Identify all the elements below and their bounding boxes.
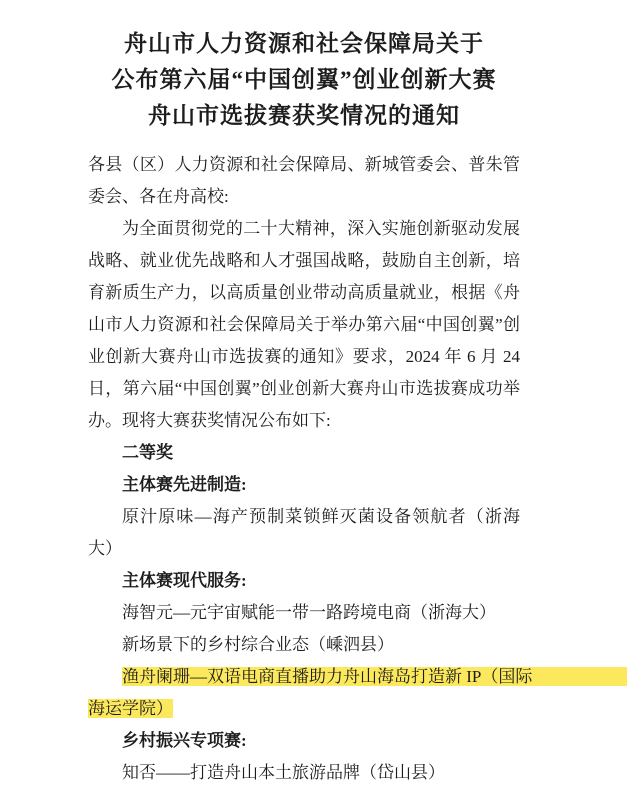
highlighted-text-line-1: 渔舟阑珊—双语电商直播助力舟山海岛打造新 IP（国际 (122, 667, 627, 686)
title-line-2: 公布第六届“中国创翼”创业创新大赛 (111, 67, 497, 92)
section-header-rural-revitalization: 乡村振兴专项赛: (122, 731, 247, 750)
award-item-rural-revitalization-1: 知否——打造舟山本土旅游品牌（岱山县） (122, 763, 445, 782)
addressee-line: 各县（区）人力资源和社会保障局、新城管委会、普朱管委会、各在舟高校: (88, 155, 520, 206)
document-title (88, 26, 520, 134)
award-item-modern-services-highlighted (88, 661, 533, 725)
section-header-modern-services: 主体赛现代服务: (122, 571, 247, 590)
title-line-3: 舟山市选拔赛获奖情况的通知 (148, 103, 460, 128)
document-body (88, 149, 533, 789)
section-header-advanced-manufacturing: 主体赛先进制造: (122, 475, 247, 494)
award-item-advanced-manufacturing-1: 原汁原味—海产预制菜锁鲜灭菌设备领航者（浙海大） (88, 507, 520, 558)
award-item-modern-services-1: 海智元—元宇宙赋能一带一路跨境电商（浙海大） (122, 603, 496, 622)
award-item-modern-services-2: 新场景下的乡村综合业态（嵊泗县） (122, 635, 394, 654)
intro-paragraph: 为全面贯彻党的二十大精神，深入实施创新驱动发展战略、就业优先战略和人才强国战略，鼓励自主创新，培育新质生产力，以高质量创业带动高质量就业，根据《舟山市人力资源和社会保障局关于举办第六届“中国创翼”创业创新大赛舟山市选拔赛的通知》要求，2024 年 6 月 24 日，第六届“中国创翼”创业创新大赛舟山市选拔赛成功举办。现将大赛获奖情况公布如下: (88, 219, 520, 430)
highlighted-text-line-2: 海运学院） (88, 699, 173, 718)
award-level-heading: 二等奖 (122, 443, 173, 462)
title-line-1: 舟山市人力资源和社会保障局关于 (124, 31, 484, 56)
